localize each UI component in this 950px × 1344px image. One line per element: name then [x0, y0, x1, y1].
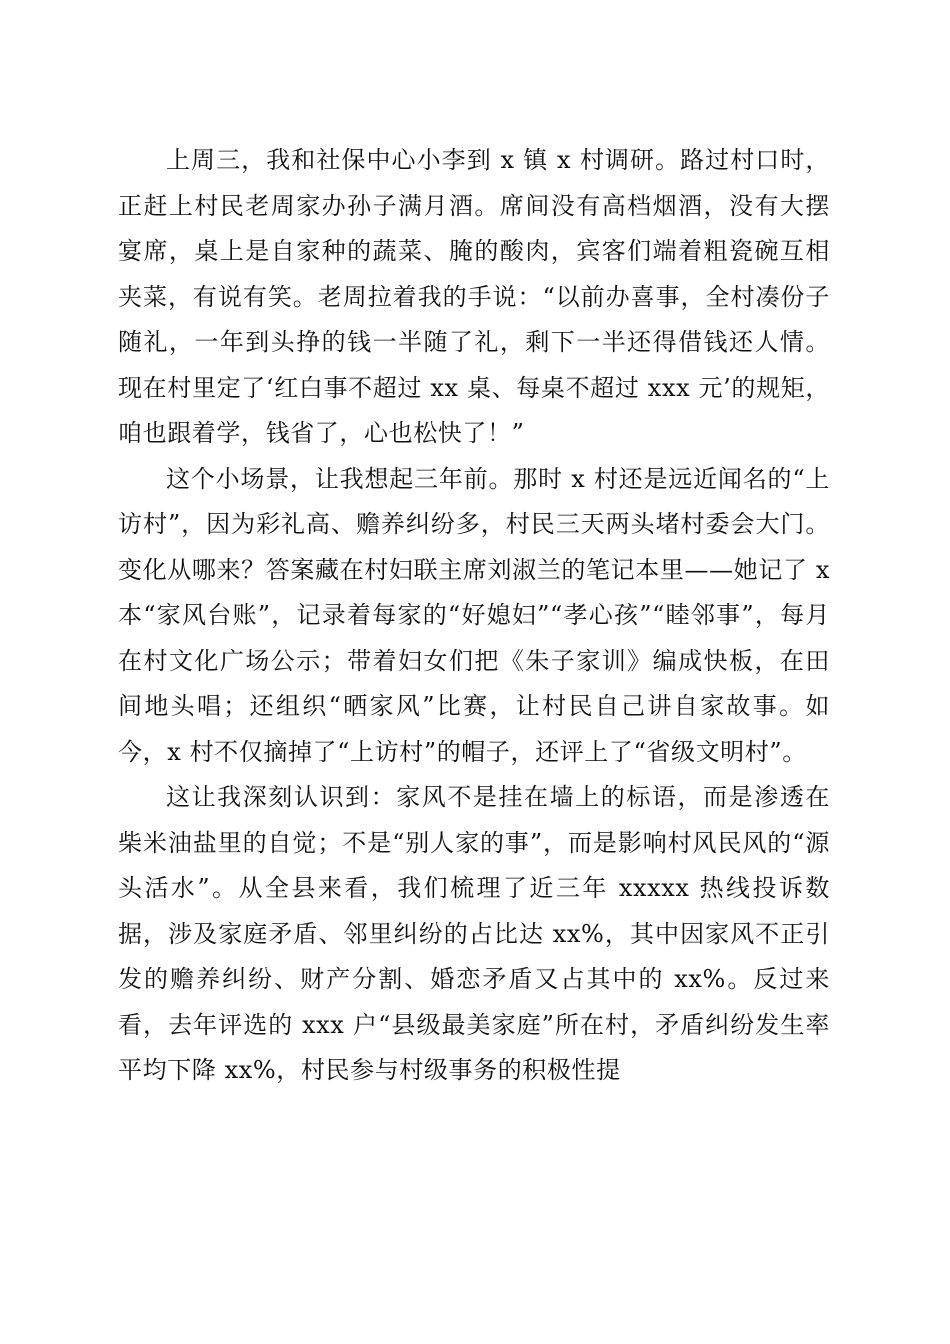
paragraph-2: 这个小场景，让我想起三年前。那时 x 村还是远近闻名的“上访村”，因为彩礼高、赡养纠纷多，村民三天两头堵村委会大门。变化从哪来？答案藏在村妇联主席刘淑兰的笔记本里——她记了 x 本“家风台账”，记录着每家的“好媳妇”“孝心孩”“睦邻事”，每月在村文化广场公示；带着妇女们把《朱子家训》编成快板，在田间地头唱；还组织“晒家风”比赛，让村民自己讲自家故事。如今，x 村不仅摘掉了“上访村”的帽子，还评上了“省级文明村”。 [118, 464, 830, 766]
paragraph-3: 这让我深刻认识到：家风不是挂在墙上的标语，而是渗透在柴米油盐里的自觉；不是“别人家的事”，而是影响村风民风的“源头活水”。从全县来看，我们梳理了近三年 xxxxx 热线投诉数据，涉及家庭矛盾、邻里纠纷的占比达 xx%，其中因家风不正引发的赡养纠纷、财产分割、婚恋矛盾又占其中的 xx%。反过来看，去年评选的 xxx 户“县级最美家庭”所在村，矛盾纠纷发生率平均下降 xx%，村民参与村级事务的积极性提 [118, 783, 830, 1084]
body-text [118, 138, 830, 1094]
paragraph-1: 上周三，我和社保中心小李到 x 镇 x 村调研。路过村口时，正赶上村民老周家办孙子满月酒。席间没有高档烟酒，没有大摆宴席，桌上是自家种的蔬菜、腌的酸肉，宾客们端着粗瓷碗互相夹菜，有说有笑。老周拉着我的手说：“以前办喜事，全村凑份子随礼，一年到头挣的钱一半随了礼，剩下一半还得借钱还人情。现在村里定了‘红白事不超过 xx 桌、每桌不超过 xxx 元’的规矩，咱也跟着学，钱省了，心也松快了！” [118, 146, 830, 447]
